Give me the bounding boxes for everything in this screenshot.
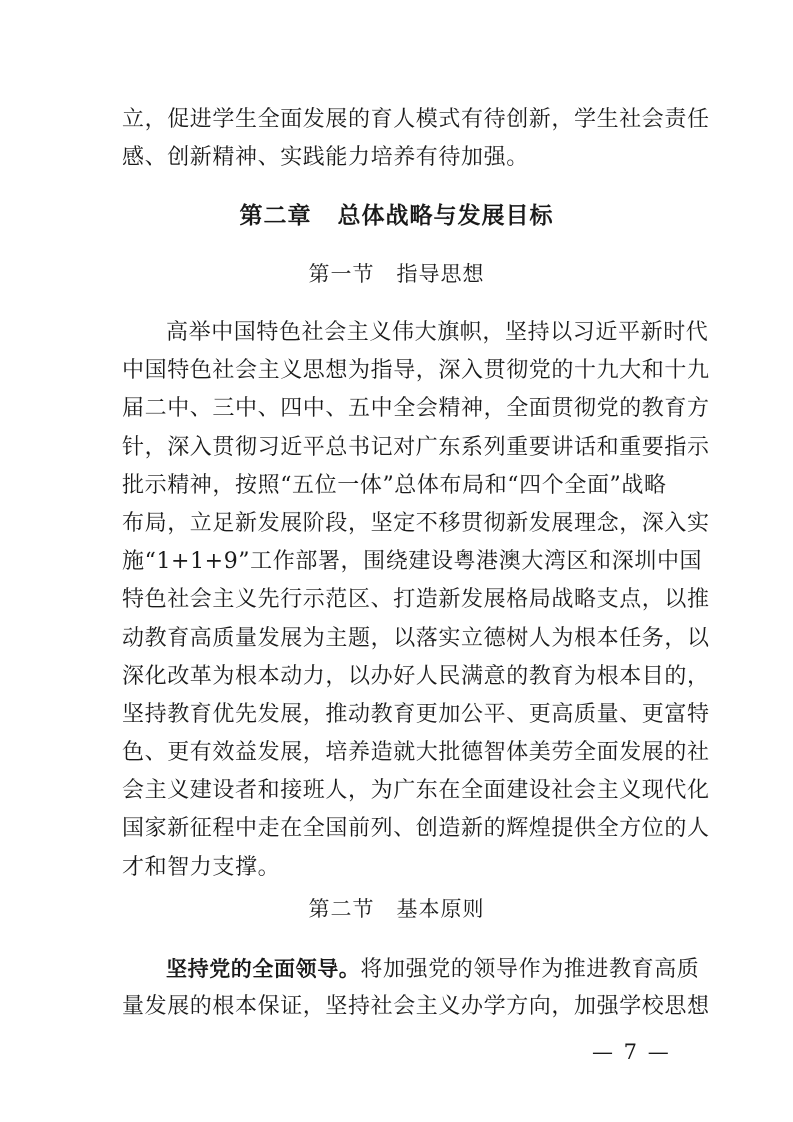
paragraph-line: 会主义建设者和接班人，为广东在全面建设社会主义现代化 [122,778,710,804]
section-heading-guiding-ideology [0,258,793,288]
paragraph-line: 国家新征程中走在全国前列、创造新的辉煌提供全方位的人 [122,816,710,842]
intro-line: 立，促进学生全面发展的育人模式有待创新，学生社会责任 [122,107,710,132]
paragraph-line: 中国特色社会主义思想为指导，深入贯彻党的十九大和十九 [122,358,710,384]
section-number: 第一节 [308,262,375,286]
paragraph-line: 批示精神，按照“五位一体”总体布局和“四个全面”战略 [122,472,667,498]
paragraph-line [122,950,700,988]
intro-line: 感、创新精神、实践能力培养有待加强。 [122,145,529,171]
paragraph-line: 量发展的根本保证，坚持社会主义办学方向，加强学校思想 [122,994,710,1020]
paragraph-line: 坚持教育优先发展，推动教育更加公平、更高质量、更富特 [122,701,710,727]
intro-paragraph [122,101,710,177]
basic-principles-paragraph [122,950,710,1026]
page-number: — 7 — [592,1040,671,1064]
principle-text: 将加强党的领导作为推进教育高质 [360,957,700,982]
guiding-ideology-paragraph [122,314,710,887]
paragraph-line: 布局，立足新发展阶段，坚定不移贯彻新发展理念，深入实 [122,510,710,536]
section-title: 指导思想 [396,262,485,286]
paragraph-line: 深化改革为根本动力，以办好人民满意的教育为根本目的， [122,663,710,689]
chapter-heading [0,197,793,230]
paragraph-line: 高举中国特色社会主义伟大旗帜，坚持以习近平新时代 [166,320,709,345]
chapter-title: 总体战略与发展目标 [337,203,554,229]
paragraph-line: 施“1+1+9”工作部署，围绕建设粤港澳大湾区和深圳中国 [122,549,703,575]
paragraph-line: 才和智力支撑。 [122,854,281,880]
paragraph-line: 特色社会主义先行示范区、打造新发展格局战略支点，以推 [122,587,710,613]
paragraph-line: 动教育高质量发展为主题，以落实立德树人为根本任务，以 [122,625,710,651]
principle-lead: 坚持党的全面领导。 [166,957,361,981]
paragraph-line: 针，深入贯彻习近平总书记对广东系列重要讲话和重要指示 [122,434,710,460]
section-heading-basic-principles [0,893,793,923]
section-title: 基本原则 [396,897,485,921]
chapter-number: 第二章 [239,203,312,229]
section-number: 第二节 [308,897,375,921]
paragraph-line: 届二中、三中、四中、五中全会精神，全面贯彻党的教育方 [122,396,710,422]
paragraph-line: 色、更有效益发展，培养造就大批德智体美劳全面发展的社 [122,740,710,766]
